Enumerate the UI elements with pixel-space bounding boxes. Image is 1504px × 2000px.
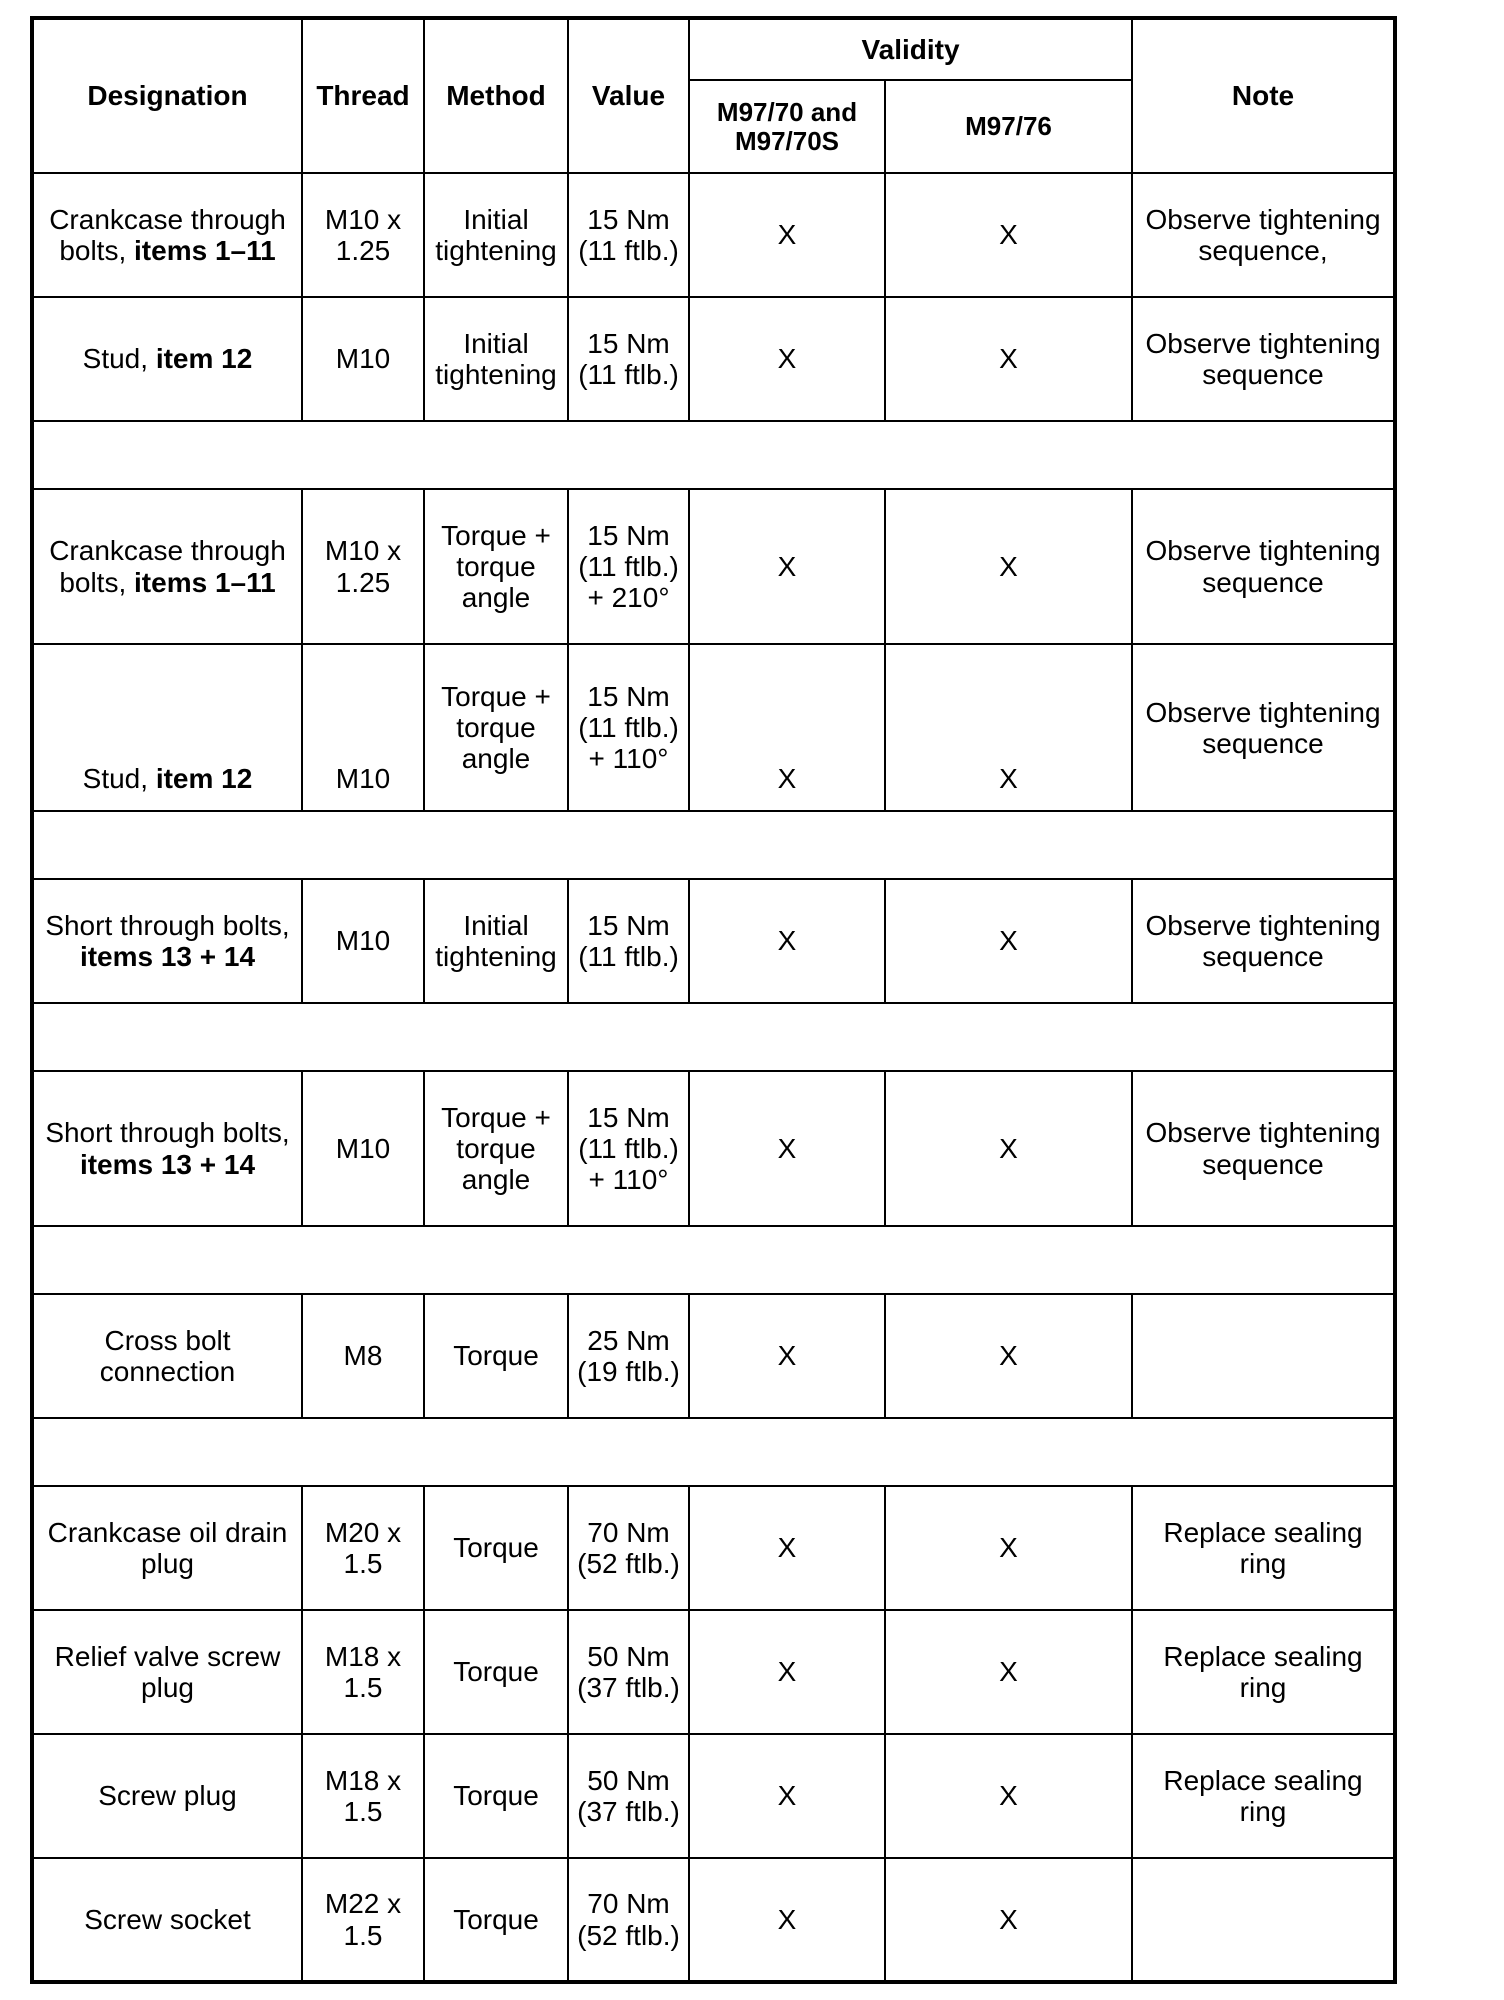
designation-cell: Crankcase oil drain plug	[32, 1486, 302, 1610]
value-cell: 70 Nm (52 ftlb.)	[568, 1486, 689, 1610]
designation-cell: Stud, item 12	[32, 644, 302, 811]
validity-m97-70-cell: X	[689, 879, 885, 1003]
table-row	[32, 1294, 1395, 1418]
table-row	[32, 644, 1395, 811]
designation-cell: Crankcase through bolts, items 1–11	[32, 173, 302, 297]
value-cell: 15 Nm (11 ftlb.)	[568, 879, 689, 1003]
note-cell: Observe tightening sequence,	[1132, 173, 1395, 297]
value-cell: 15 Nm (11 ftlb.) + 110°	[568, 1071, 689, 1226]
thread-cell: M10	[302, 297, 424, 421]
table-row	[32, 879, 1395, 1003]
validity-m97-76-cell: X	[885, 1858, 1132, 1982]
thread-cell: M10	[302, 1071, 424, 1226]
value-cell: 15 Nm (11 ftlb.) + 110°	[568, 644, 689, 811]
validity-m97-70-cell: X	[689, 173, 885, 297]
header-value: Value	[568, 18, 689, 173]
designation-cell: Cross bolt connection	[32, 1294, 302, 1418]
designation-cell: Stud, item 12	[32, 297, 302, 421]
table-row	[32, 297, 1395, 421]
validity-m97-70-cell: X	[689, 1486, 885, 1610]
thread-cell: M8	[302, 1294, 424, 1418]
designation-cell: Short through bolts, items 13 + 14	[32, 879, 302, 1003]
note-cell: Observe tightening sequence	[1132, 489, 1395, 644]
validity-m97-76-cell: X	[885, 489, 1132, 644]
table-row	[32, 1858, 1395, 1982]
thread-cell: M10 x 1.25	[302, 173, 424, 297]
note-cell: Observe tightening sequence	[1132, 879, 1395, 1003]
validity-m97-70-cell: X	[689, 489, 885, 644]
method-cell: Torque	[424, 1734, 568, 1858]
designation-cell: Short through bolts, items 13 + 14	[32, 1071, 302, 1226]
validity-m97-76-cell: X	[885, 1610, 1132, 1734]
validity-m97-70-cell: X	[689, 1294, 885, 1418]
method-cell: Initial tightening	[424, 173, 568, 297]
table-row	[32, 489, 1395, 644]
method-cell: Torque	[424, 1294, 568, 1418]
validity-m97-76-cell: X	[885, 644, 1132, 811]
thread-cell: M10 x 1.25	[302, 489, 424, 644]
method-cell: Torque	[424, 1486, 568, 1610]
thread-cell: M18 x 1.5	[302, 1734, 424, 1858]
note-cell: Observe tightening sequence	[1132, 644, 1395, 811]
validity-m97-76-cell: X	[885, 1734, 1132, 1858]
validity-m97-76-cell: X	[885, 173, 1132, 297]
thread-cell: M18 x 1.5	[302, 1610, 424, 1734]
validity-m97-70-cell: X	[689, 1610, 885, 1734]
note-cell: Observe tightening sequence	[1132, 297, 1395, 421]
header-thread: Thread	[302, 18, 424, 173]
note-cell: Replace sealing ring	[1132, 1610, 1395, 1734]
note-cell: Observe tightening sequence	[1132, 1071, 1395, 1226]
note-cell: Replace sealing ring	[1132, 1734, 1395, 1858]
method-cell: Torque + torque angle	[424, 489, 568, 644]
validity-m97-76-cell: X	[885, 1294, 1132, 1418]
spacer-row	[32, 811, 1395, 879]
header-validity: Validity	[689, 18, 1132, 80]
spacer-row	[32, 1418, 1395, 1486]
header-validity-m97-70: M97/70 and M97/70S	[689, 80, 885, 173]
method-cell: Initial tightening	[424, 879, 568, 1003]
validity-m97-70-cell: X	[689, 297, 885, 421]
torque-specification-table	[30, 16, 1397, 1984]
validity-m97-70-cell: X	[689, 1858, 885, 1982]
method-cell: Initial tightening	[424, 297, 568, 421]
validity-m97-76-cell: X	[885, 1071, 1132, 1226]
value-cell: 15 Nm (11 ftlb.)	[568, 173, 689, 297]
validity-m97-70-cell: X	[689, 1734, 885, 1858]
method-cell: Torque + torque angle	[424, 644, 568, 811]
value-cell: 50 Nm (37 ftlb.)	[568, 1610, 689, 1734]
table-row	[32, 1610, 1395, 1734]
header-designation: Designation	[32, 18, 302, 173]
spacer-row	[32, 421, 1395, 489]
header-method: Method	[424, 18, 568, 173]
table-row	[32, 173, 1395, 297]
spacer-row	[32, 1003, 1395, 1071]
note-cell: Replace sealing ring	[1132, 1486, 1395, 1610]
validity-m97-76-cell: X	[885, 1486, 1132, 1610]
validity-m97-70-cell: X	[689, 644, 885, 811]
designation-cell: Relief valve screw plug	[32, 1610, 302, 1734]
table-row	[32, 1734, 1395, 1858]
value-cell: 15 Nm (11 ftlb.) + 210°	[568, 489, 689, 644]
validity-m97-70-cell: X	[689, 1071, 885, 1226]
table-row	[32, 1071, 1395, 1226]
designation-cell: Crankcase through bolts, items 1–11	[32, 489, 302, 644]
thread-cell: M10	[302, 644, 424, 811]
designation-cell: Screw socket	[32, 1858, 302, 1982]
method-cell: Torque + torque angle	[424, 1071, 568, 1226]
thread-cell: M20 x 1.5	[302, 1486, 424, 1610]
thread-cell: M10	[302, 879, 424, 1003]
designation-cell: Screw plug	[32, 1734, 302, 1858]
table-row	[32, 1486, 1395, 1610]
header-note: Note	[1132, 18, 1395, 173]
value-cell: 70 Nm (52 ftlb.)	[568, 1858, 689, 1982]
method-cell: Torque	[424, 1610, 568, 1734]
value-cell: 25 Nm (19 ftlb.)	[568, 1294, 689, 1418]
spacer-row	[32, 1226, 1395, 1294]
validity-m97-76-cell: X	[885, 297, 1132, 421]
value-cell: 15 Nm (11 ftlb.)	[568, 297, 689, 421]
value-cell: 50 Nm (37 ftlb.)	[568, 1734, 689, 1858]
header-validity-m97-76: M97/76	[885, 80, 1132, 173]
note-cell	[1132, 1294, 1395, 1418]
validity-m97-76-cell: X	[885, 879, 1132, 1003]
thread-cell: M22 x 1.5	[302, 1858, 424, 1982]
method-cell: Torque	[424, 1858, 568, 1982]
note-cell	[1132, 1858, 1395, 1982]
